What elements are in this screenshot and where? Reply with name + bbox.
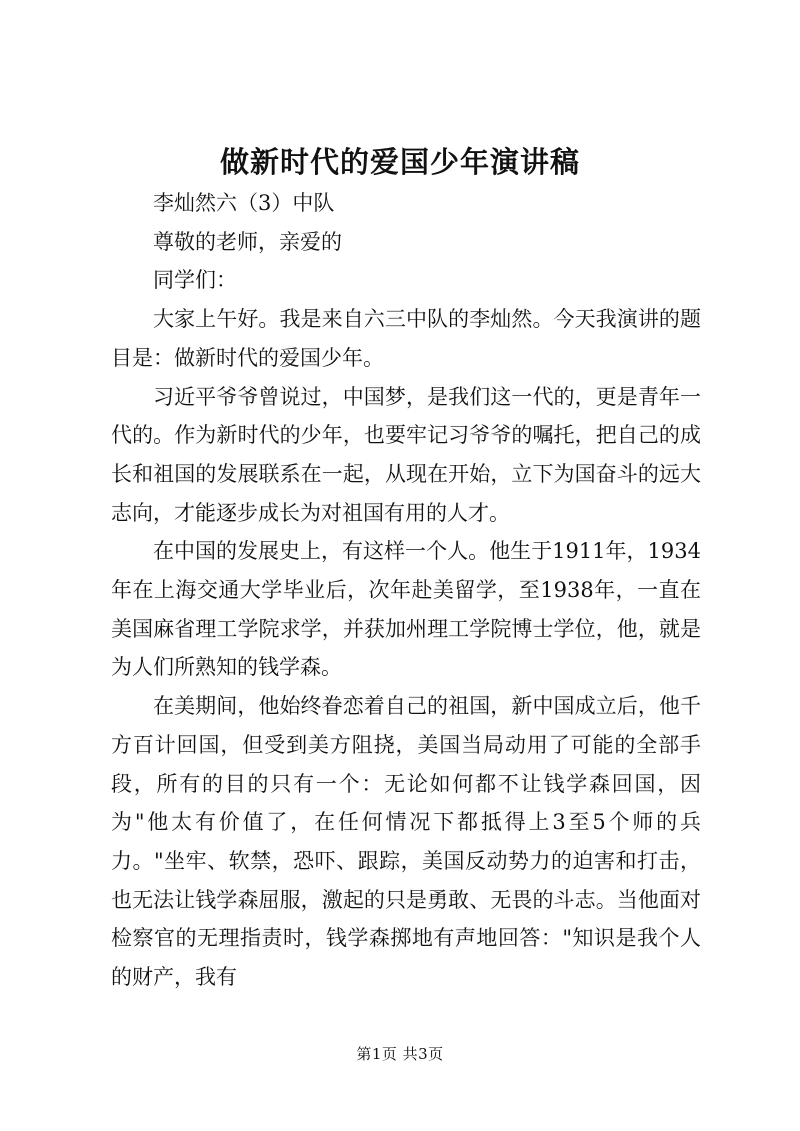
document-body xyxy=(111,184,701,997)
paragraph-intro: 大家上午好。我是来自六三中队的李灿然。今天我演讲的题目是：做新时代的爱国少年。 xyxy=(111,307,701,370)
salutation-line-2: 同学们： xyxy=(153,268,237,293)
page-footer: 第1页 共3页 xyxy=(356,1045,444,1063)
author-line: 李灿然六（3）中队 xyxy=(153,191,335,215)
paragraph-qian-xuesen-bio: 在中国的发展史上，有这样一个人。他生于1911年，1934年在上海交通大学毕业后，次年赴美留学，至1938年，一直在美国麻省理工学院求学，并获加州理工学院博士学位，他，就是为人们所熟知的钱学森。 xyxy=(111,539,701,680)
paragraph-qian-xuesen-return: 在美期间，他始终眷恋着自己的祖国，新中国成立后，他千方百计回国，但受到美方阻挠，美国当局动用了可能的全部手段，所有的目的只有一个：无论如何都不让钱学森回国，因为"他太有价值了，在任何情况下都抵得上3至5个师的兵力。"坐牢、软禁，恐吓、跟踪，美国反动势力的迫害和打击，也无法让钱学森屈服，激起的只是勇敢、无畏的斗志。当他面对检察官的无理指责时，钱学森掷地有声地回答："知识是我个人的财产，我有 xyxy=(111,694,701,990)
document-title: 做新时代的爱国少年演讲稿 xyxy=(219,145,580,179)
salutation-line: 尊敬的老师，亲爱的 xyxy=(153,229,342,254)
paragraph-chinese-dream: 习近平爷爷曾说过，中国梦，是我们这一代的，更是青年一代的。作为新时代的少年，也要牢记习爷爷的嘱托，把自己的成长和祖国的发展联系在一起，从现在开始，立下为国奋斗的远大志向，才能逐步成长为对祖国有用的人才。 xyxy=(111,384,701,525)
